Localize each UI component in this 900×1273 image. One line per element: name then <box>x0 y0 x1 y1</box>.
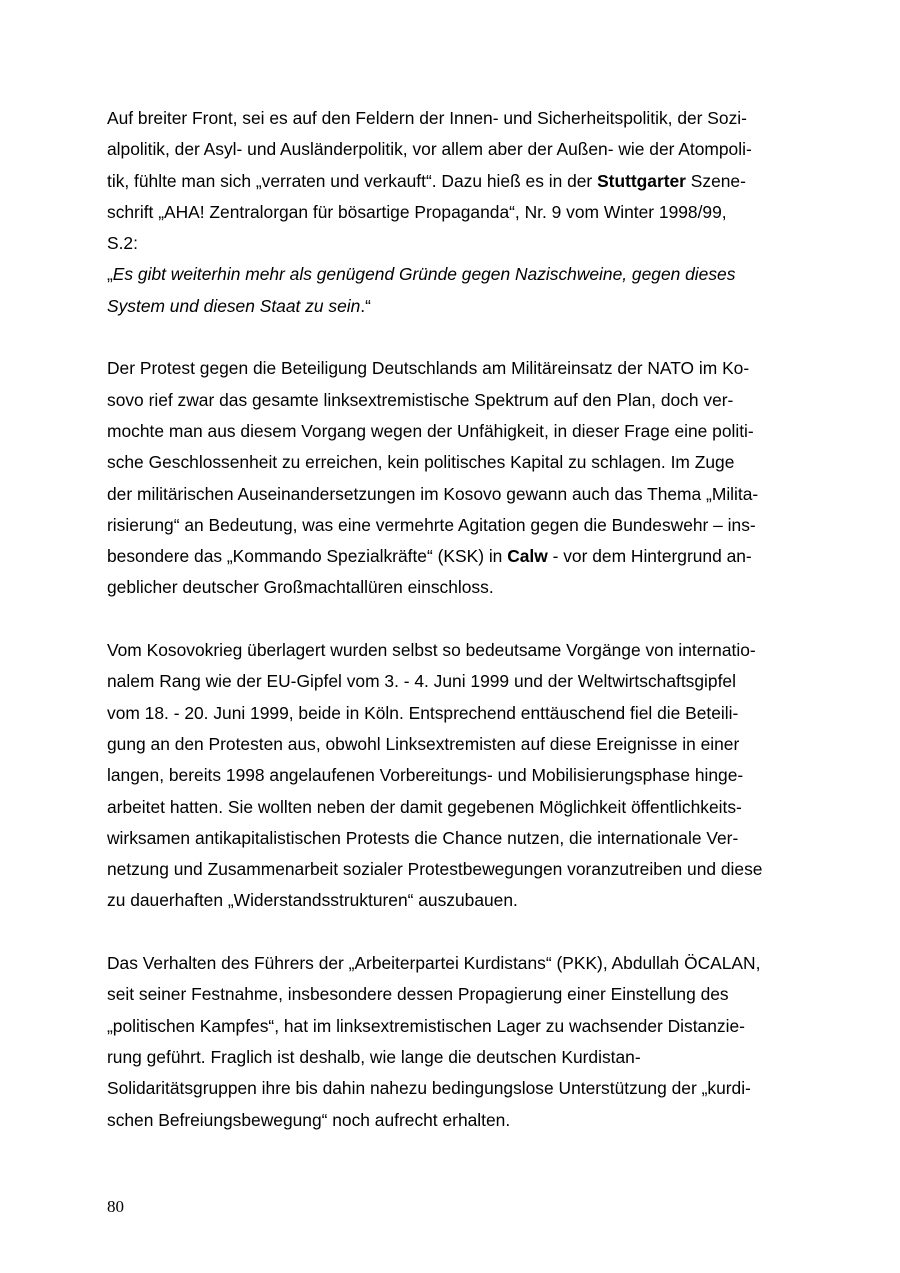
text-run: schen Befreiungsbewegung“ noch aufrecht erhalten. <box>107 1109 511 1130</box>
text-run: arbeitet hatten. Sie wollten neben der damit gegebenen Möglichkeit öffentlichkeits- <box>107 796 742 817</box>
text-line <box>107 854 807 885</box>
text-run: Vom Kosovokrieg überlagert wurden selbst so bedeutsame Vorgänge von internatio- <box>107 640 756 661</box>
paragraph-gap <box>107 917 807 948</box>
page-number: 80 <box>107 1197 124 1216</box>
text-line <box>107 510 807 541</box>
text-line <box>107 823 807 854</box>
text-line <box>107 1011 807 1042</box>
text-run: Der Protest gegen die Beteiligung Deutschlands am Militäreinsatz der NATO im Ko- <box>107 358 750 379</box>
text-line <box>107 385 807 416</box>
text-line <box>107 1042 807 1073</box>
text-line <box>107 416 807 447</box>
text-run: der militärischen Auseinandersetzungen im Kosovo gewann auch das Thema „Milita- <box>107 483 759 504</box>
paragraph <box>107 103 807 322</box>
text-line <box>107 447 807 478</box>
text-line <box>107 1073 807 1104</box>
text-run: „politischen Kampfes“, hat im linksextremistischen Lager zu wachsender Distanzie- <box>107 1015 745 1036</box>
text-run: sche Geschlossenheit zu erreichen, kein politisches Kapital zu schlagen. Im Zuge <box>107 452 735 473</box>
text-run: S.2: <box>107 233 138 254</box>
text-run: geblicher deutscher Großmachtallüren einschloss. <box>107 577 494 598</box>
text-line <box>107 291 807 322</box>
text-run: „ <box>107 264 113 285</box>
text-run: Auf breiter Front, sei es auf den Feldern der Innen- und Sicherheitspolitik, der Sozi- <box>107 108 747 128</box>
text-run: Solidaritätsgruppen ihre bis dahin nahezu bedingungslose Unterstützung der „kurdi- <box>107 1078 751 1099</box>
text-run: risierung“ an Bedeutung, was eine vermehrte Agitation gegen die Bundeswehr – ins- <box>107 514 756 535</box>
italic-text: System und diesen Staat zu sein <box>107 295 361 316</box>
text-line <box>107 541 807 572</box>
text-line <box>107 479 807 510</box>
text-line <box>107 1105 807 1136</box>
text-run: netzung und Zusammenarbeit sozialer Protestbewegungen voranzutreiben und diese <box>107 859 763 880</box>
paragraph <box>107 948 807 1136</box>
text-run: mochte man aus diesem Vorgang wegen der Unfähigkeit, in dieser Frage eine politi- <box>107 420 754 441</box>
bold-text: Calw <box>507 546 548 567</box>
text-run: tik, fühlte man sich „verraten und verkauft“. Dazu hieß es in der <box>107 170 598 191</box>
text-run: alpolitik, der Asyl- und Ausländerpolitik, vor allem aber der Außen- wie der Atompoli- <box>107 139 752 160</box>
text-run: zu dauerhaften „Widerstandsstrukturen“ auszubauen. <box>107 890 518 911</box>
text-run: nalem Rang wie der EU-Gipfel vom 3. - 4. Juni 1999 und der Weltwirtschaftsgipfel <box>107 671 736 692</box>
text-line <box>107 698 807 729</box>
text-line <box>107 166 807 197</box>
text-line <box>107 979 807 1010</box>
text-run: .“ <box>360 295 371 316</box>
text-run: Das Verhalten des Führers der „Arbeiterpartei Kurdistans“ (PKK), Abdullah ÖCALAN, <box>107 953 761 974</box>
text-run: sovo rief zwar das gesamte linksextremistische Spektrum auf den Plan, doch ver- <box>107 389 734 410</box>
text-run: vom 18. - 20. Juni 1999, beide in Köln. Entsprechend enttäuschend fiel die Beteili- <box>107 702 739 723</box>
text-line <box>107 197 807 228</box>
bold-text: Stuttgarter <box>597 170 686 191</box>
body-text <box>107 103 807 1136</box>
text-run: Szene- <box>685 170 746 191</box>
text-line <box>107 103 807 134</box>
text-run: seit seiner Festnahme, insbesondere dessen Propagierung einer Einstellung des <box>107 984 729 1005</box>
text-line <box>107 666 807 697</box>
text-line <box>107 353 807 384</box>
text-line <box>107 259 807 290</box>
text-run: rung geführt. Fraglich ist deshalb, wie lange die deutschen Kurdistan- <box>107 1046 641 1067</box>
text-line <box>107 635 807 666</box>
text-line <box>107 885 807 916</box>
text-run: besondere das „Kommando Spezialkräfte“ (KSK) in <box>107 546 508 567</box>
text-line <box>107 792 807 823</box>
text-line <box>107 572 807 603</box>
text-run: wirksamen antikapitalistischen Protests die Chance nutzen, die internationale Ver- <box>107 827 739 848</box>
text-line <box>107 760 807 791</box>
italic-text: Es gibt weiterhin mehr als genügend Gründe gegen Nazischweine, gegen dieses <box>112 264 736 285</box>
text-run: langen, bereits 1998 angelaufenen Vorbereitungs- und Mobilisierungsphase hinge- <box>107 765 744 786</box>
text-run: schrift „AHA! Zentralorgan für bösartige Propaganda“, Nr. 9 vom Winter 1998/99, <box>107 201 727 222</box>
text-line <box>107 729 807 760</box>
paragraph <box>107 635 807 917</box>
text-line <box>107 948 807 979</box>
text-line <box>107 228 807 259</box>
paragraph-gap <box>107 322 807 353</box>
text-run: - vor dem Hintergrund an- <box>547 546 752 567</box>
paragraph <box>107 353 807 603</box>
paragraph-gap <box>107 604 807 635</box>
text-run: gung an den Protesten aus, obwohl Linksextremisten auf diese Ereignisse in einer <box>107 733 740 754</box>
text-line <box>107 134 807 165</box>
